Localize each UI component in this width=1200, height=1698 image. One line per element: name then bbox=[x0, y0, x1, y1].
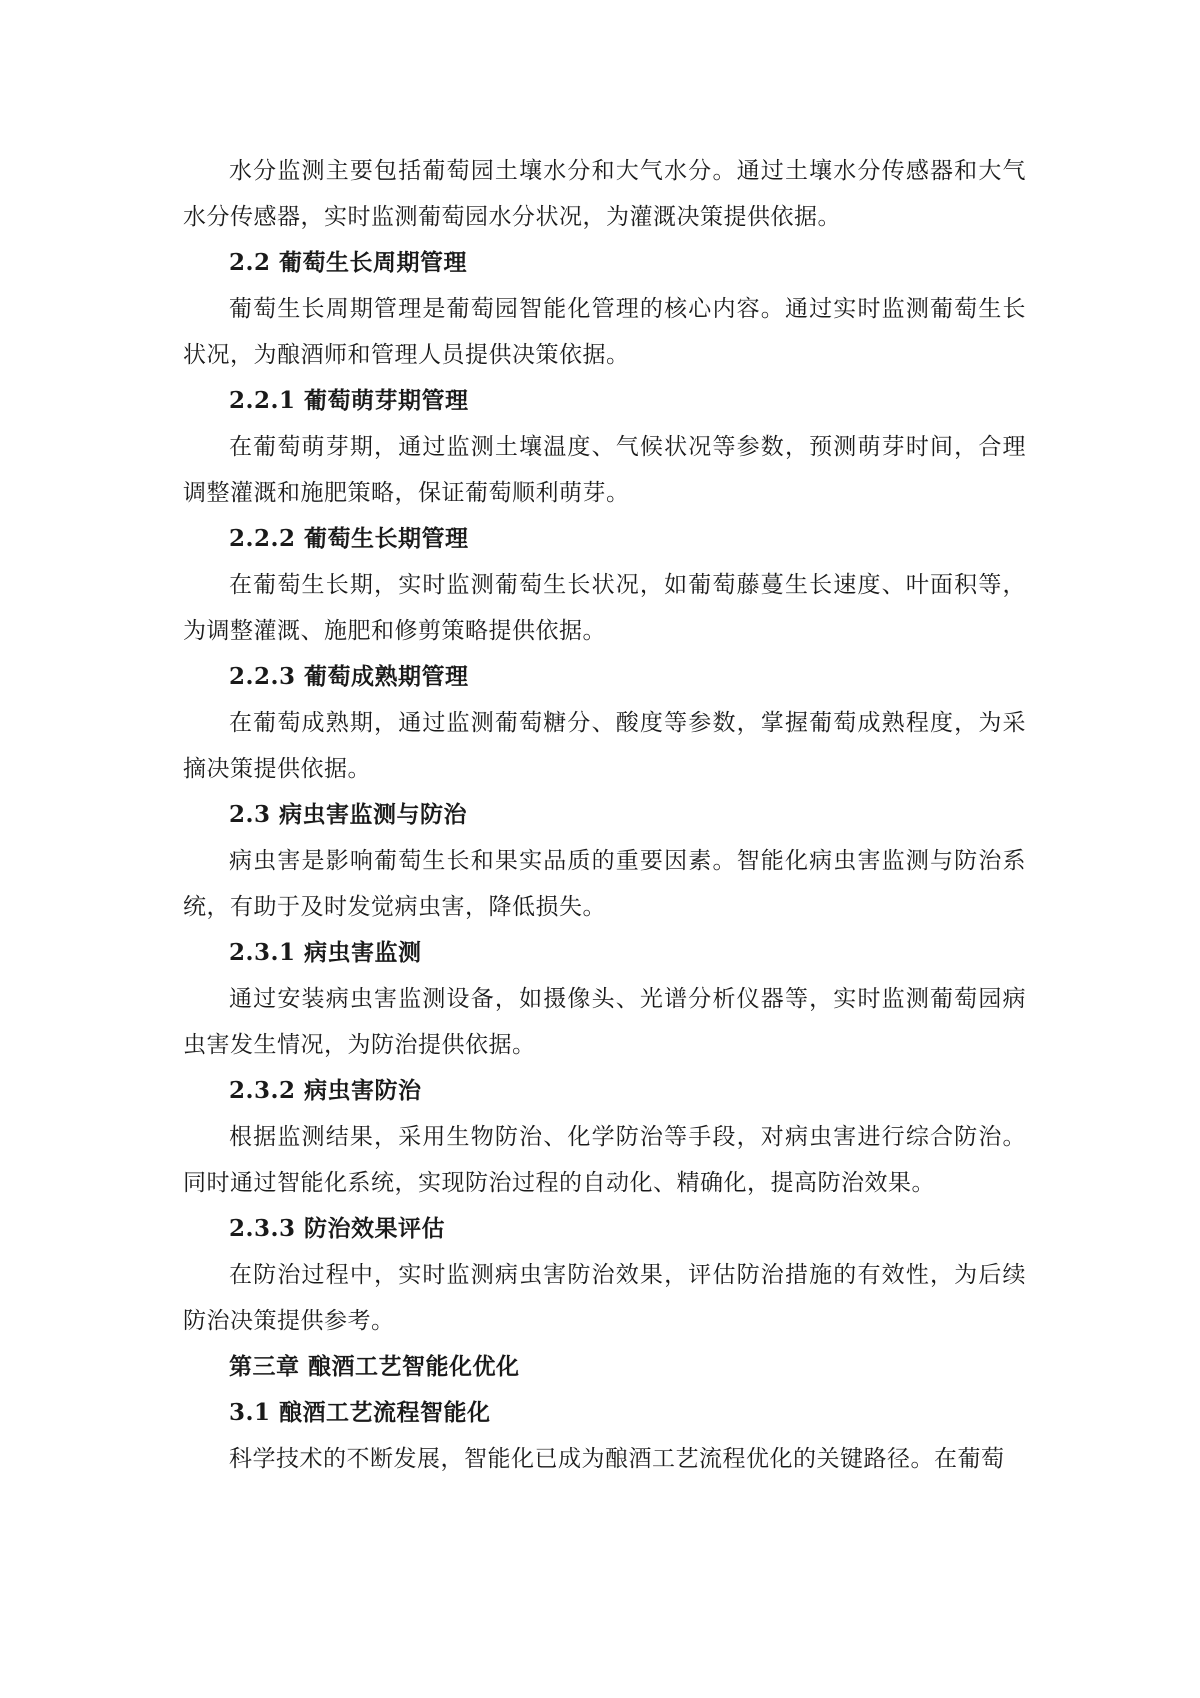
section-heading-2-2: 2.2 葡萄生长周期管理 bbox=[229, 249, 468, 276]
paragraph-maturity: 在葡萄成熟期，通过监测葡萄糖分、酸度等参数，掌握葡萄成熟程度，为采摘决策提供依据。 bbox=[183, 710, 1026, 782]
section-heading-2-2-3: 2.2.3 葡萄成熟期管理 bbox=[229, 663, 469, 690]
paragraph-process-intelligence: 科学技术的不断发展，智能化已成为酿酒工艺流程优化的关键路径。在葡萄 bbox=[229, 1446, 1005, 1472]
document-body bbox=[183, 148, 1026, 1482]
paragraph-budding: 在葡萄萌芽期，通过监测土壤温度、气候状况等参数，预测萌芽时间，合理调整灌溉和施肥策略，保证葡萄顺利萌芽。 bbox=[183, 434, 1026, 506]
paragraph-pest-intro: 病虫害是影响葡萄生长和果实品质的重要因素。智能化病虫害监测与防治系统，有助于及时发觉病虫害，降低损失。 bbox=[183, 848, 1026, 920]
chapter-heading-3: 第三章 酿酒工艺智能化优化 bbox=[229, 1353, 520, 1380]
section-heading-2-2-2: 2.2.2 葡萄生长期管理 bbox=[229, 525, 469, 552]
section-heading-2-3-1: 2.3.1 病虫害监测 bbox=[229, 939, 422, 966]
section-heading-2-3: 2.3 病虫害监测与防治 bbox=[229, 801, 468, 828]
section-heading-2-2-1: 2.2.1 葡萄萌芽期管理 bbox=[229, 387, 469, 414]
paragraph-growth-cycle: 葡萄生长周期管理是葡萄园智能化管理的核心内容。通过实时监测葡萄生长状况，为酿酒师和管理人员提供决策依据。 bbox=[183, 296, 1026, 368]
section-heading-2-3-2: 2.3.2 病虫害防治 bbox=[229, 1077, 422, 1104]
paragraph-pest-control: 根据监测结果，采用生物防治、化学防治等手段，对病虫害进行综合防治。同时通过智能化系统，实现防治过程的自动化、精确化，提高防治效果。 bbox=[183, 1124, 1026, 1196]
section-heading-3-1: 3.1 酿酒工艺流程智能化 bbox=[229, 1399, 491, 1426]
paragraph-growth-period: 在葡萄生长期，实时监测葡萄生长状况，如葡萄藤蔓生长速度、叶面积等，为调整灌溉、施肥和修剪策略提供依据。 bbox=[183, 572, 1026, 644]
paragraph-control-evaluation: 在防治过程中，实时监测病虫害防治效果，评估防治措施的有效性，为后续防治决策提供参考。 bbox=[183, 1262, 1026, 1334]
section-heading-2-3-3: 2.3.3 防治效果评估 bbox=[229, 1215, 446, 1242]
paragraph-pest-monitoring: 通过安装病虫害监测设备，如摄像头、光谱分析仪器等，实时监测葡萄园病虫害发生情况，为防治提供依据。 bbox=[183, 986, 1026, 1058]
paragraph-water-monitoring: 水分监测主要包括葡萄园土壤水分和大气水分。通过土壤水分传感器和大气水分传感器，实时监测葡萄园水分状况，为灌溉决策提供依据。 bbox=[183, 158, 1026, 230]
